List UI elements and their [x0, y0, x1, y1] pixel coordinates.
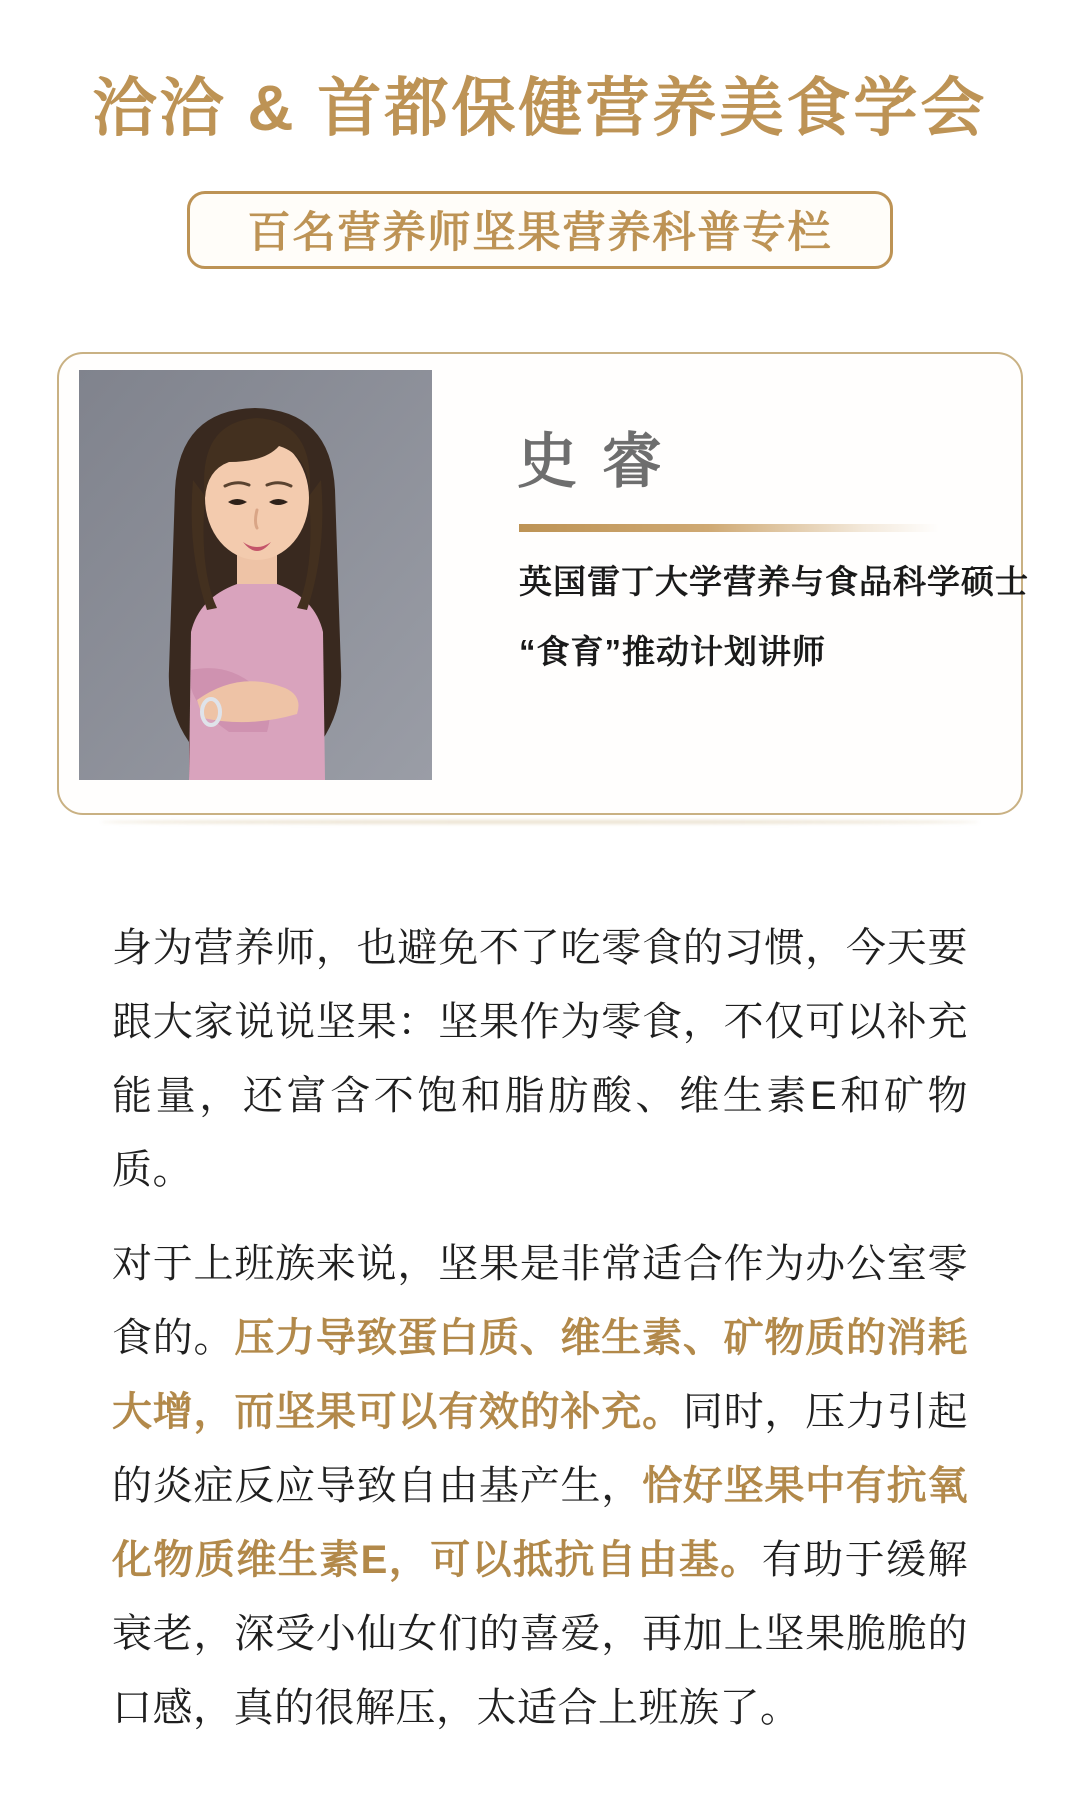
body-text: 对于上班族来说，坚果是非常适合作为办公室零食的。: [112, 1241, 968, 1360]
emphasis-text: 恰好坚果中有抗氧化物质维生素E，可以抵抗自由基。: [112, 1463, 969, 1582]
article-body: [0, 815, 1080, 1803]
emphasis-text: 压力导致蛋白质、维生素、矿物质的消耗大增，而坚果可以有效的补充。: [112, 1315, 969, 1434]
profile-info: [517, 354, 1029, 813]
body-text: 同时，压力引起的炎症反应导致自由基产生，: [112, 1389, 969, 1508]
body-text: 身为营养师，也避免不了吃零食的习惯，今天要跟大家说说坚果：坚果作为零食，不仅可以补充能量，还富含不饱和脂肪酸、维生素E和矿物质。: [112, 925, 968, 1192]
expert-name: 史 睿: [517, 427, 666, 495]
subtitle-wrap: [0, 191, 1080, 269]
article-paragraph: [112, 911, 968, 1207]
page-title: 洽洽 & 首都保健营养美食学会: [92, 72, 988, 144]
body-text: 有助于缓解衰老，深受小仙女们的喜爱，再加上坚果脆脆的口感，真的很解压，太适合上班族了。: [112, 1537, 968, 1730]
column-subtitle-badge: 百名营养师坚果营养科普专栏: [187, 191, 893, 269]
credential-lecturer: “食育”推动计划讲师: [519, 632, 826, 670]
article-paragraph: [112, 1227, 968, 1745]
expert-profile-card: [57, 352, 1029, 815]
credential-degree: 英国雷丁大学营养与食品科学硕士: [519, 562, 1029, 600]
gold-divider: [519, 524, 939, 532]
portrait-illustration: [79, 370, 432, 780]
portrait-photo: [79, 370, 432, 780]
